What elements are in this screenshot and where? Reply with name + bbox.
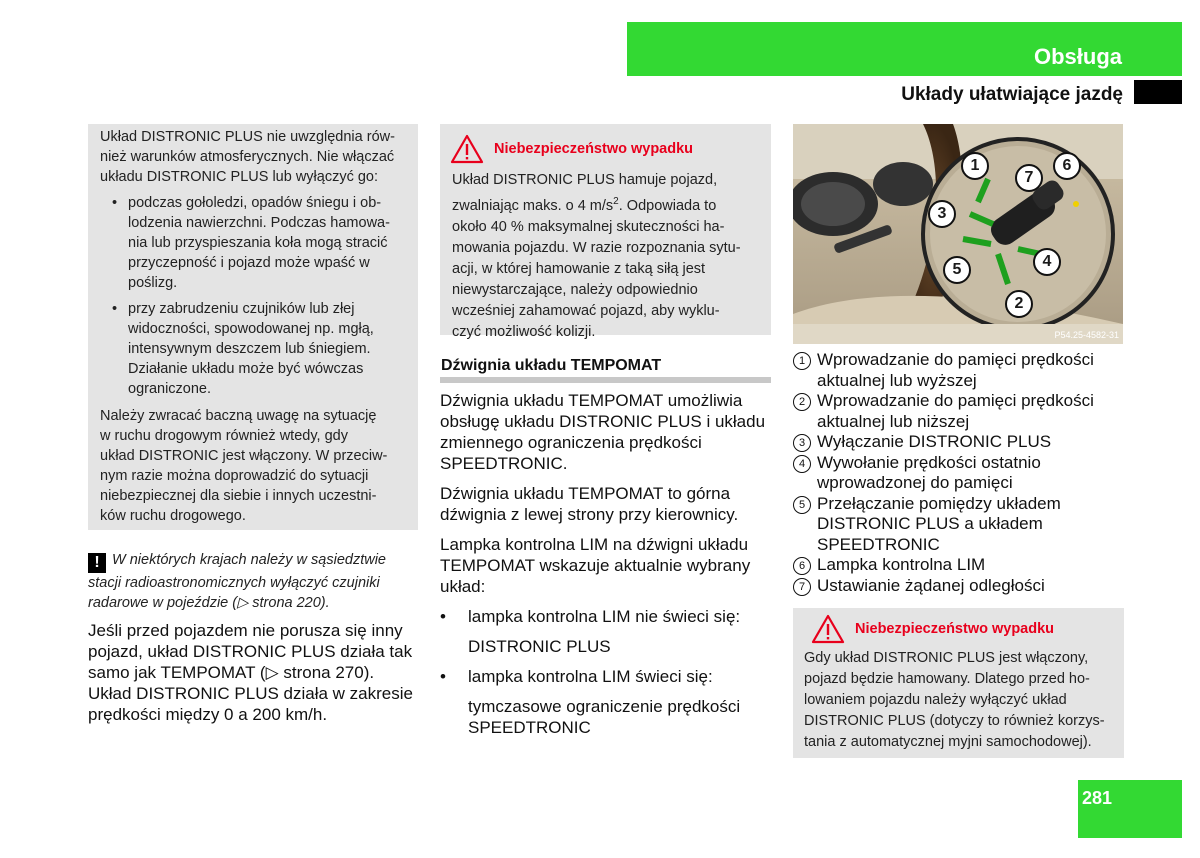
caution-note — [88, 550, 428, 613]
tempomat-p3: Lampka kontrolna LIM na dźwigni układu TEMPOMAT wskazuje aktualnie wybrany układ: — [440, 535, 751, 596]
list-item: • lampka kontrolna LIM nie świeci się: — [440, 607, 741, 626]
heading-rule — [440, 377, 771, 383]
weather-note-outro: Należy zwracać baczną uwagę na sytuację w ruchu drogowym również wtedy, gdy układ DISTRONIC jest włączony. W przeciw- nym razie można doprowadzić do sytuacji niebezpiecznej dla siebie i innych uczestni- ków ruchu drogowego. — [100, 408, 388, 524]
callout-5: 5 — [943, 256, 971, 284]
warning-box-2 — [793, 608, 1124, 758]
warning-1-title: Niebezpieczeństwo wypadku — [494, 141, 694, 157]
weather-note-intro: Układ DISTRONIC PLUS nie uwzględnia rów- nież warunków atmosferycznych. Nie włączać układu DISTRONIC PLUS lub wyłączyć go: — [100, 129, 395, 185]
photo-code: P54.25-4582-31 — [1054, 330, 1119, 340]
tempomat-text — [440, 390, 780, 738]
page-number: 281 — [1082, 788, 1113, 808]
list-item: • przy zabrudzeniu czujników lub złej widoczności, spowodowanej np. mgłą, intensywnym deszczem lub śniegiem. Działanie układu może być wówczas ograniczone. — [100, 299, 406, 399]
legend-item: 4 Wywołanie prędkości ostatnio wprowadzonej do pamięci — [793, 453, 1133, 494]
warning-2-title: Niebezpieczeństwo wypadku — [855, 621, 1055, 637]
callout-4: 4 — [1033, 248, 1061, 276]
callout-2: 2 — [1005, 290, 1033, 318]
weather-bullet-2: przy zabrudzeniu czujników lub złej widoczności, spowodowanej np. mgłą, intensywnym deszczem lub śniegiem. Działanie układu może być wówczas ograniczone. — [128, 301, 374, 397]
section-title: Obsługa — [1033, 44, 1122, 69]
exclamation-icon: ! — [88, 553, 106, 573]
tempomat-p2: Dźwignia układu TEMPOMAT to górna dźwignia z lewej strony przy kierownicy. — [440, 484, 739, 524]
lim-on-value: tymczasowe ograniczenie prędkości SPEEDTRONIC — [468, 697, 741, 737]
callout-6: 6 — [1053, 152, 1081, 180]
weather-note-box — [88, 124, 418, 530]
legend-item: 1 Wprowadzanie do pamięci prędkości aktualnej lub wyższej — [793, 350, 1133, 391]
subsection-title: Układy ułatwiające jazdę — [901, 84, 1123, 105]
tempomat-p1: Dźwignia układu TEMPOMAT umożliwia obsługę układu DISTRONIC PLUS i układu zmiennego ograniczenia prędkości SPEEDTRONIC. — [440, 391, 766, 473]
lim-off-label: lampka kontrolna LIM nie świeci się: — [468, 607, 741, 626]
tempomat-lever-photo — [793, 124, 1123, 344]
warning-box-1 — [440, 124, 771, 340]
photo-legend — [793, 350, 1133, 596]
legend-item: 3 Wyłączanie DISTRONIC PLUS — [793, 432, 1133, 453]
weather-bullet-1: podczas gołoledzi, opadów śniegu i ob- lodzenia nawierzchni. Podczas hamowa- nia lub przyspieszania koła mogą stracić przyczepność i pojazd może wpaść w poślizg. — [128, 195, 390, 291]
section-marker — [1134, 80, 1182, 104]
list-item: • lampka kontrolna LIM świeci się: — [440, 667, 713, 686]
callout-3: 3 — [928, 200, 956, 228]
tempomat-heading: Dźwignia układu TEMPOMAT — [441, 357, 662, 374]
legend-item: 6 Lampka kontrolna LIM — [793, 555, 1133, 576]
callout-1: 1 — [961, 152, 989, 180]
lim-on-label: lampka kontrolna LIM świeci się: — [468, 667, 713, 686]
legend-item: 2 Wprowadzanie do pamięci prędkości aktualnej lub niższej — [793, 391, 1133, 432]
warning-2-body: Gdy układ DISTRONIC PLUS jest włączony, pojazd będzie hamowany. Dlatego przed ho- lowaniem pojazdu należy wyłączyć układ DISTRONIC PLUS (dotyczy to również korzys- tania z automatycznej myjni samochodowej). — [804, 650, 1105, 750]
caution-text: W niektórych krajach należy w sąsiedztwie stacji radioastronomicznych wyłączyć czujniki radarowe w pojeździe (▷ strona 220). — [88, 552, 386, 611]
distronic-range-paragraph: Jeśli przed pojazdem nie porusza się inny pojazd, układ DISTRONIC PLUS działa tak samo jak TEMPOMAT (▷ strona 270). Układ DISTRONIC PLUS działa w zakresie prędkości między 0 a 200 km/h. — [88, 621, 413, 724]
callout-7: 7 — [1015, 164, 1043, 192]
legend-item: 5 Przełączanie pomiędzy układem DISTRONIC PLUS a układem SPEEDTRONIC — [793, 494, 1133, 556]
list-item: • podczas gołoledzi, opadów śniegu i ob- lodzenia nawierzchni. Podczas hamowa- nia lub przyspieszania koła mogą stracić przyczepność i pojazd może wpaść w poślizg. — [100, 193, 406, 293]
legend-item: 7 Ustawianie żądanej odległości — [793, 576, 1133, 597]
warning-triangle-icon — [811, 614, 845, 644]
warning-triangle-icon — [450, 134, 484, 164]
warning-1-body: Układ DISTRONIC PLUS hamuje pojazd, zwalniając maks. o 4 $m/s^2$. Odpowiada to około 40 % maksymalnej skuteczności ha- mowania pojazdu. W razie rozpoznania sytu- acji, w której hamowanie z taką siłą jest niewystarczające, należy odpowiednio wcześniej zahamować pojazd, aby wyklu- czyć możliwość kolizji. — [452, 172, 741, 340]
lim-off-value: DISTRONIC PLUS — [468, 637, 611, 656]
